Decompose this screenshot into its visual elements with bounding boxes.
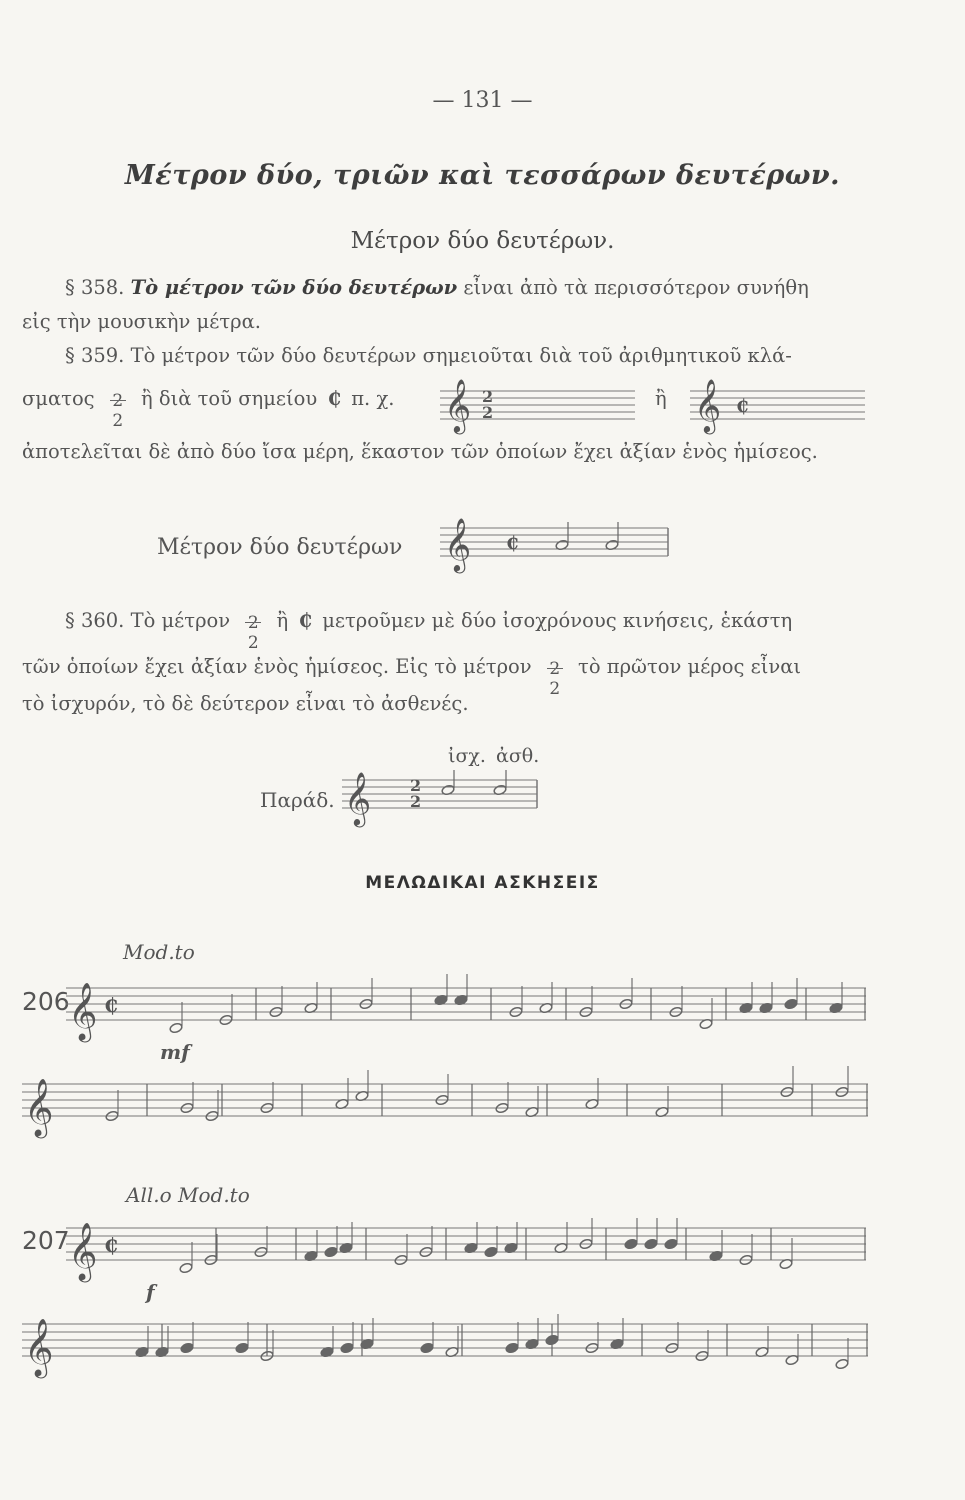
text-ton-opoion: τῶν ὁποίων ἔχει ἀξίαν ἑνὸς ἡμίσεος. Εἰς τὸ μέτρον: [22, 655, 532, 678]
half-note: [493, 770, 507, 796]
half-note: [335, 1078, 349, 1110]
quarter-note: [324, 1226, 338, 1258]
quarter-note: [504, 1222, 518, 1254]
music-staff-206-line2: [22, 1066, 868, 1136]
half-note: [585, 1322, 599, 1354]
half-note: [669, 986, 683, 1018]
cut-time-symbol: ₵: [327, 387, 342, 410]
fraction-denominator: 2: [112, 410, 124, 431]
text-metroumen: μετροῦμεν μὲ δύο ἰσοχρόνους κινήσεις, ἑκάστη: [322, 609, 793, 632]
half-note: [555, 522, 569, 551]
quarter-note: [784, 978, 798, 1010]
quarter-note: [434, 974, 448, 1006]
quarter-note: [180, 1322, 194, 1354]
half-note: [525, 1086, 539, 1118]
time-sig-top: 2: [410, 776, 422, 795]
cut-time-symbol: ₵: [298, 609, 313, 632]
half-note: [394, 1234, 408, 1266]
music-staff-207-line1: [66, 1210, 866, 1280]
half-note: [619, 978, 633, 1010]
half-note: [445, 1326, 459, 1358]
exercise-number-207: 207: [22, 1226, 70, 1255]
text-dia-tou-simeiou: ἢ διὰ τοῦ σημείου: [141, 387, 318, 410]
half-note: [785, 1334, 799, 1366]
paragraph-359-line1: § 359. Τὸ μέτρον τῶν δύο δευτέρων σημειοῦται διὰ τοῦ ἀριθμητικοῦ κλά-: [65, 344, 792, 367]
time-sig-top: 2: [482, 387, 494, 406]
staff-parad-example: [342, 772, 542, 832]
staff-example-cut: [690, 378, 870, 443]
music-staff-207-line2: [22, 1306, 868, 1376]
treble-clef-icon: 𝄞: [24, 1078, 54, 1136]
paragraph-358-rest: εἶναι ἀπὸ τὰ περισσότερον συνήθη: [463, 276, 809, 299]
half-note: [260, 1082, 274, 1114]
quarter-note: [339, 1222, 353, 1254]
tempo-marking-207: All.o Mod.to: [126, 1183, 250, 1207]
treble-clef-icon: 𝄞: [344, 771, 372, 825]
treble-clef-icon: 𝄞: [444, 517, 472, 571]
quarter-note: [759, 982, 773, 1014]
fraction-numerator: 2: [549, 658, 561, 679]
half-note: [269, 986, 283, 1018]
treble-clef-icon: 𝄞: [68, 982, 98, 1040]
fraction-denominator: 2: [247, 632, 259, 653]
melodic-exercises-heading: ΜΕΛΩΔΙΚΑΙ ΑΣΚΗΣΕΙΣ: [365, 873, 600, 893]
text-p-x: π. χ.: [351, 387, 395, 410]
paragraph-360-line2: [22, 646, 802, 699]
cut-time-symbol: ₵: [506, 533, 519, 554]
staff-meter-example: [440, 517, 680, 580]
paragraph-358-line2: εἰς τὴν μουσικὴν μέτρα.: [22, 310, 261, 333]
text-to-metron: § 360. Τὸ μέτρον: [65, 609, 231, 632]
exercise-number-206: 206: [22, 987, 70, 1016]
half-note: [554, 1222, 568, 1254]
half-note: [219, 994, 233, 1026]
quarter-note: [304, 1230, 318, 1262]
fraction-numerator: 2: [247, 612, 259, 633]
fraction-denominator: 2: [549, 678, 561, 699]
half-note: [359, 978, 373, 1010]
half-note: [495, 1082, 509, 1114]
half-note: [695, 1330, 709, 1362]
treble-clef-icon: 𝄞: [694, 378, 722, 432]
quarter-note: [525, 1318, 539, 1350]
quarter-note: [739, 982, 753, 1014]
quarter-note: [709, 1230, 723, 1262]
half-note: [169, 1002, 183, 1034]
treble-clef-icon: 𝄞: [24, 1318, 54, 1376]
music-staff-206-line1: [66, 970, 866, 1040]
half-note: [579, 1218, 593, 1250]
half-note: [699, 998, 713, 1030]
half-note: [755, 1326, 769, 1358]
half-note: [105, 1090, 119, 1122]
dynamic-mark-207: f: [146, 1280, 155, 1304]
fraction-2-2: [109, 380, 127, 431]
quarter-note: [829, 982, 843, 1014]
time-sig-bottom: 2: [410, 792, 422, 811]
fraction-2-2: [546, 648, 564, 699]
label-strong: ἰσχ.: [448, 745, 486, 767]
cut-time-symbol: ₵: [104, 993, 118, 1017]
quarter-note: [135, 1326, 149, 1358]
half-note: [179, 1242, 193, 1274]
half-note: [655, 1086, 669, 1118]
half-note: [780, 1066, 794, 1098]
paragraph-358-line1: [65, 276, 809, 299]
half-note: [180, 1082, 194, 1114]
paragraph-359-line3: ἀποτελεῖται δὲ ἀπὸ δύο ἴσα μέρη, ἕκαστον τῶν ὁποίων ἔχει ἀξίαν ἑνὸς ἡμίσεος.: [22, 440, 818, 463]
quarter-note: [235, 1322, 249, 1354]
text-proton-meros: τὸ πρῶτον μέρος εἶναι: [578, 655, 802, 678]
quarter-note: [664, 1218, 678, 1250]
half-note: [539, 982, 553, 1014]
quarter-note: [644, 1218, 658, 1250]
section-number-358: § 358.: [65, 276, 125, 299]
treble-clef-icon: 𝄞: [444, 378, 472, 432]
half-note: [739, 1234, 753, 1266]
half-note: [304, 982, 318, 1014]
label-weak: ἀσθ.: [496, 745, 540, 767]
quarter-note: [320, 1326, 334, 1358]
example-label: Μέτρον δύο δευτέρων: [157, 535, 403, 560]
tempo-marking-206: Mod.to: [123, 940, 195, 964]
example-parad-label: Παράδ.: [260, 788, 335, 812]
half-note: [585, 1078, 599, 1110]
half-note: [665, 1322, 679, 1354]
half-note: [605, 522, 619, 551]
section-heading: Μέτρον δύο δευτέρων.: [350, 228, 615, 254]
half-note: [509, 986, 523, 1018]
quarter-note: [454, 974, 468, 1006]
half-note: [419, 1226, 433, 1258]
page-number: — 131 —: [432, 88, 533, 113]
chapter-title: Μέτρον δύο, τριῶν καὶ τεσσάρων δευτέρων.: [124, 160, 841, 191]
paragraph-360-line3: τὸ ἰσχυρόν, τὸ δὲ δεύτερον εἶναι τὸ ἀσθενές.: [22, 692, 469, 715]
half-note: [435, 1074, 449, 1106]
word-smatos: σματος: [22, 387, 95, 410]
quarter-note: [340, 1322, 354, 1354]
treble-clef-icon: 𝄞: [68, 1222, 98, 1280]
paragraph-360-line1: [65, 600, 793, 653]
half-note: [355, 1070, 369, 1102]
text-i: ἢ: [655, 387, 667, 410]
half-note: [835, 1066, 849, 1098]
cut-time-symbol: ₵: [104, 1233, 118, 1257]
half-note: [205, 1090, 219, 1122]
dynamic-mark-206: mf: [160, 1040, 190, 1064]
half-note: [254, 1226, 268, 1258]
quarter-note: [420, 1322, 434, 1354]
half-note: [835, 1338, 849, 1370]
bold-term: Τὸ μέτρον τῶν δύο δευτέρων: [130, 276, 458, 299]
fraction-2-2: [244, 602, 262, 653]
half-note: [779, 1238, 793, 1270]
cut-time-symbol: ₵: [736, 396, 749, 417]
half-note: [441, 770, 455, 796]
text-i: ἢ: [276, 609, 289, 632]
quarter-note: [464, 1222, 478, 1254]
quarter-note: [505, 1322, 519, 1354]
fraction-numerator: 2: [112, 390, 124, 411]
half-note: [579, 986, 593, 1018]
quarter-note: [610, 1318, 624, 1350]
quarter-note: [624, 1218, 638, 1250]
quarter-note: [484, 1226, 498, 1258]
staff-example-fraction: [440, 378, 640, 443]
time-sig-bottom: 2: [482, 403, 494, 422]
paragraph-359-line2: [22, 378, 395, 431]
